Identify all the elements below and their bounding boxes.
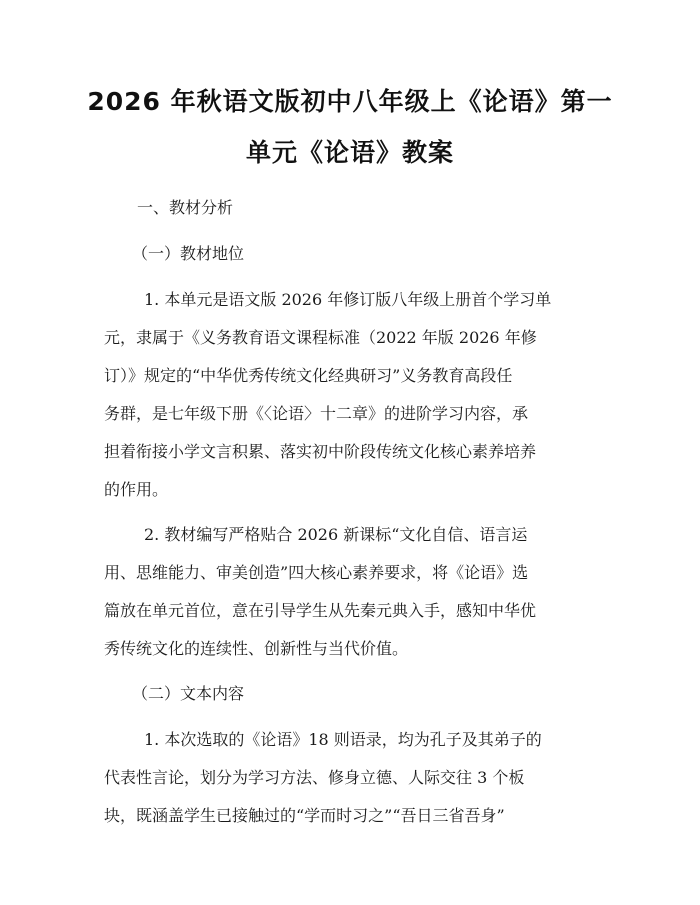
paragraph-line: 用、思维能力、审美创造”四大核心素养要求，将《论语》选 bbox=[104, 563, 529, 582]
subsection-heading: （一）教材地位 bbox=[132, 244, 245, 263]
paragraph-line: 代表性言论，划分为学习方法、修身立德、人际交往 3 个板 bbox=[104, 768, 525, 787]
paragraph-line: 块，既涵盖学生已接触过的“学而时习之”“吾日三省吾身” bbox=[104, 806, 505, 825]
paragraph-line: 秀传统文化的连续性、创新性与当代价值。 bbox=[104, 639, 409, 658]
paragraph-line: 担着衔接小学文言积累、落实初中阶段传统文化核心素养培养 bbox=[104, 442, 537, 461]
paragraph-line: 元，隶属于《义务教育语文课程标准（2022 年版 2026 年修 bbox=[104, 328, 537, 347]
document-title-line-2: 单元《论语》教案 bbox=[245, 138, 454, 167]
section-heading: 一、教材分析 bbox=[137, 198, 234, 217]
paragraph-line: 2. 教材编写严格贴合 2026 新课标“文化自信、语言运 bbox=[144, 525, 528, 544]
document-title-line-1: 2026 年秋语文版初中八年级上《论语》第一 bbox=[87, 87, 613, 116]
paragraph-line: 1. 本单元是语文版 2026 年修订版八年级上册首个学习单 bbox=[144, 290, 552, 309]
subsection-heading: （二）文本内容 bbox=[132, 684, 245, 703]
paragraph-line: 订）》规定的“中华优秀传统文化经典研习”义务教育高段任 bbox=[104, 366, 513, 385]
paragraph-line: 务群，是七年级下册《〈论语〉十二章》的进阶学习内容，承 bbox=[104, 404, 529, 423]
paragraph-line: 篇放在单元首位，意在引导学生从先秦元典入手，感知中华优 bbox=[104, 601, 537, 620]
paragraph-line: 1. 本次选取的《论语》18 则语录，均为孔子及其弟子的 bbox=[144, 730, 542, 749]
paragraph-line: 的作用。 bbox=[104, 480, 169, 499]
